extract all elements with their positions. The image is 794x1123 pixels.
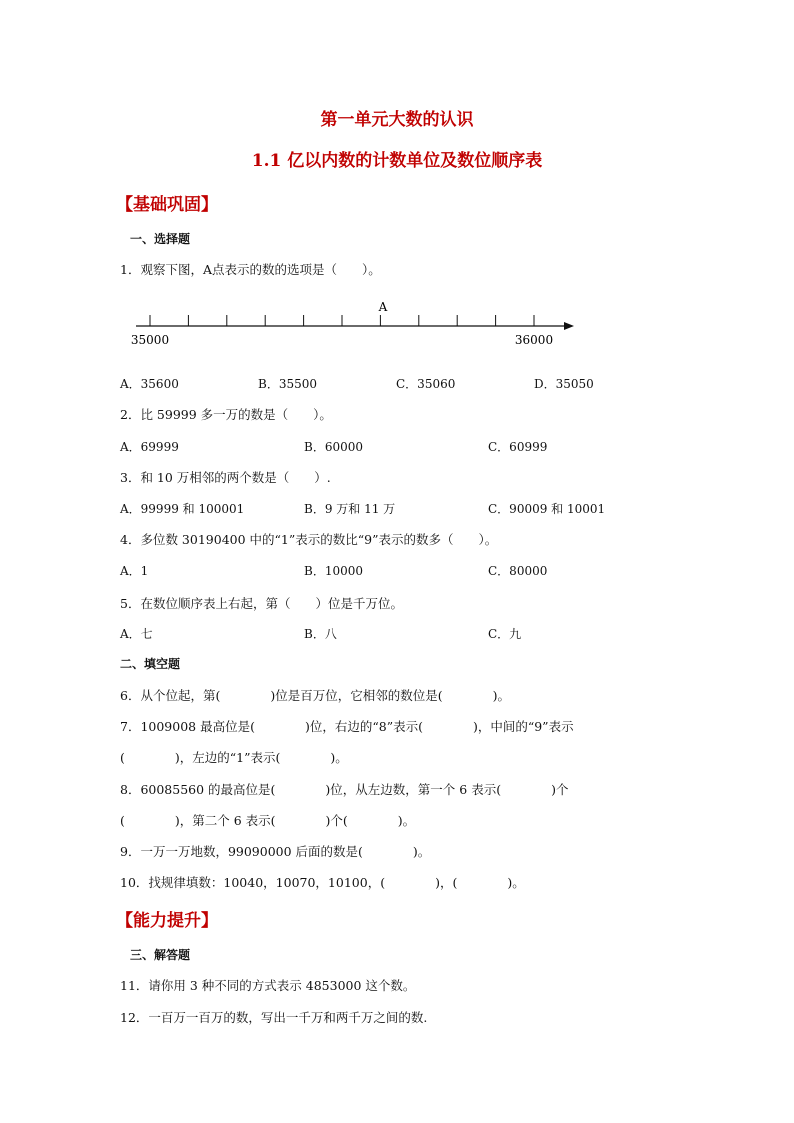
section-basic: 【基础巩固】 [116, 195, 218, 215]
question-8-line1: 8．60085560 的最高位是( )位，从左边数，第一个 6 表示( )个 [120, 782, 569, 797]
section-advanced: 【能力提升】 [116, 911, 218, 931]
question-7-line2: ( )，左边的“1”表示( )。 [120, 750, 348, 765]
part-fill-blank: 二、填空题 [120, 657, 181, 671]
q3-option-b: B．9 万和 11 万 [304, 502, 396, 516]
right-end-label: 36000 [514, 333, 554, 347]
question-12: 12．一百万一百万的数，写出一千万和两千万之间的数. [120, 1010, 428, 1025]
number-line-ticks [150, 315, 534, 326]
question-6: 6．从个位起，第( )位是百万位，它相邻的数位是( )。 [120, 688, 510, 703]
q3-option-a: A．99999 和 100001 [120, 502, 245, 516]
question-5: 5．在数位顺序表上右起，第（ ）位是千万位。 [120, 596, 403, 611]
q1-option-b: B．35500 [258, 377, 317, 391]
number-line-figure [128, 295, 588, 355]
q1-option-d: D．35050 [534, 377, 594, 391]
lesson-title: 1.1 亿以内数的计数单位及数位顺序表 [251, 151, 543, 171]
q5-option-a: A．七 [120, 627, 153, 641]
q3-option-c: C．90009 和 10001 [488, 502, 606, 516]
question-11: 11．请你用 3 种不同的方式表示 4853000 这个数。 [120, 978, 416, 993]
question-4: 4．多位数 30190400 中的“1”表示的数比“9”表示的数多（ ）。 [120, 532, 498, 547]
question-3: 3．和 10 万相邻的两个数是（ ）. [120, 470, 331, 485]
number-line-arrow [564, 322, 574, 330]
question-2: 2．比 59999 多一万的数是（ ）。 [120, 407, 332, 422]
point-a-label: A [378, 300, 388, 314]
question-1: 1．观察下图，A点表示的数的选项是（ ）。 [120, 262, 381, 277]
q2-option-b: B．60000 [304, 440, 363, 454]
question-8-line2: ( )，第二个 6 表示( )个( )。 [120, 813, 416, 828]
q1-option-a: A．35600 [120, 377, 179, 391]
q5-option-c: C．九 [488, 627, 522, 641]
q5-option-b: B．八 [304, 627, 337, 641]
left-end-label: 35000 [130, 333, 170, 347]
q1-option-c: C．35060 [396, 377, 456, 391]
q2-option-c: C．60999 [488, 440, 548, 454]
q2-option-a: A．69999 [120, 440, 179, 454]
unit-title: 第一单元大数的认识 [320, 110, 474, 130]
question-10: 10．找规律填数：10040，10070，10100，( )，( )。 [120, 875, 525, 890]
part-answer: 三、解答题 [130, 948, 191, 962]
question-9: 9．一万一万地数，99090000 后面的数是( )。 [120, 844, 431, 859]
q4-option-b: B．10000 [304, 564, 363, 578]
q4-option-c: C．80000 [488, 564, 548, 578]
part-multiple-choice: 一、选择题 [130, 232, 191, 246]
q4-option-a: A．1 [120, 564, 149, 578]
question-7-line1: 7．1009008 最高位是( )位，右边的“8”表示( )，中间的“9”表示 [120, 719, 574, 734]
